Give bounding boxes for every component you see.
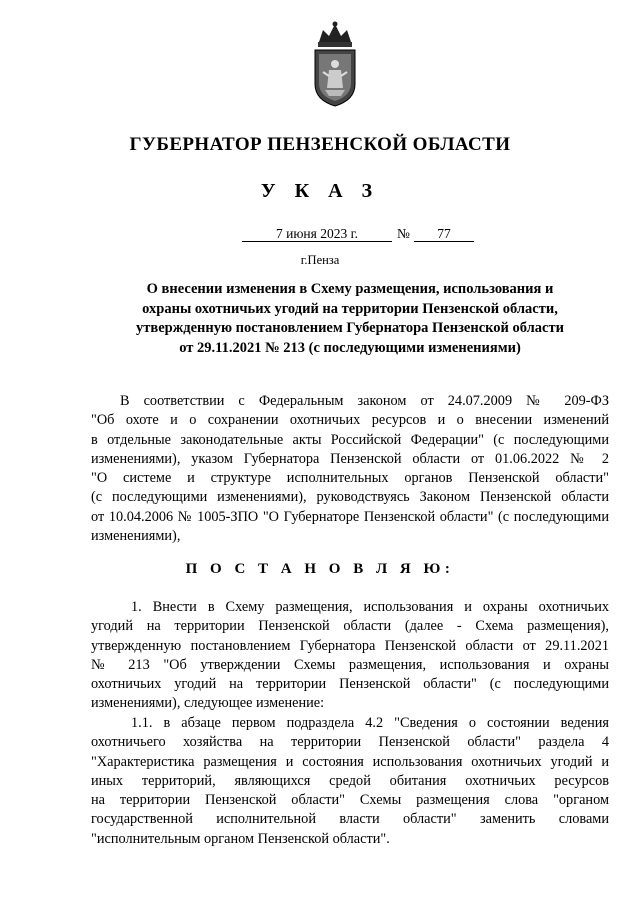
text-line: в отдельные законодательные акты Российской Федерации" (с последующими — [91, 431, 609, 448]
number-label: № — [397, 226, 410, 241]
preamble-paragraph — [91, 392, 609, 546]
title-line: охраны охотничьих угодий на территории Пензенской области, — [142, 300, 558, 317]
text-line: (с последующими изменениями), руководствуясь Законом Пензенской области — [91, 489, 609, 506]
item-1-paragraph — [91, 598, 609, 714]
text-line: "О системе и структуре исполнительных органов Пензенской области" — [91, 470, 609, 487]
text-line: изменениями), — [91, 528, 181, 545]
text-line: государственной исполнительной власти области" заменить словами — [91, 811, 609, 828]
text-line: охотничьего хозяйства на территории Пензенской области" раздела 4 — [91, 734, 609, 751]
text-line: изменениями), следующее изменение: — [91, 695, 325, 712]
text-line: В соответствии с Федеральным законом от 24.07.2009 № 209-ФЗ — [120, 393, 609, 409]
authority-title: ГУБЕРНАТОР ПЕНЗЕНСКОЙ ОБЛАСТИ — [129, 134, 511, 155]
text-line: от 10.04.2006 № 1005-ЗПО "О Губернаторе Пензенской области" (с последующими — [91, 508, 609, 525]
decree-word: П О С Т А Н О В Л Я Ю: — [185, 561, 455, 577]
city: г.Пенза — [300, 253, 340, 267]
document-type: У К А З — [260, 180, 380, 202]
text-line: иных территорий, являющихся средой обитания охотничьих ресурсов — [91, 772, 609, 789]
text-line: утвержденную постановлением Губернатора Пензенской области от 29.11.2021 — [91, 637, 609, 654]
text-line: № 213 "Об утверждении Схемы размещения, использования и охраны — [91, 656, 609, 673]
document-title — [120, 280, 580, 358]
text-line: 1. Внести в Схему размещения, использования и охраны охотничьих — [131, 599, 609, 615]
document-date: 7 июня 2023 г. — [242, 226, 392, 242]
text-line: "Характеристика размещения и состояния использования охотничьих угодий и — [91, 753, 609, 770]
text-line: "исполнительным органом Пензенской области". — [91, 830, 390, 847]
title-line: от 29.11.2021 № 213 (с последующими изменениями) — [179, 339, 521, 356]
text-line: охотничьих угодий на территории Пензенской области" (с последующими — [91, 676, 609, 693]
date-number-line — [0, 226, 640, 242]
text-line: "Об охоте и о сохранении охотничьих ресурсов и о внесении изменений — [91, 412, 609, 429]
text-line: изменениями), указом Губернатора Пензенской области от 01.06.2022 № 2 — [91, 450, 609, 467]
text-line: угодий на территории Пензенской области (далее - Схема размещения), — [91, 618, 609, 635]
item-1-1-paragraph — [91, 714, 609, 849]
coat-of-arms-icon — [305, 20, 365, 110]
document-number: 77 — [414, 226, 474, 242]
text-line: 1.1. в абзаце первом подраздела 4.2 "Сведения о состоянии ведения — [131, 715, 609, 731]
title-line: утвержденную постановлением Губернатора Пензенской области — [136, 320, 564, 336]
text-line: на территории Пензенской области" Схемы размещения слова "органом — [91, 792, 609, 809]
title-line: О внесении изменения в Схему размещения, использования и — [146, 281, 554, 297]
